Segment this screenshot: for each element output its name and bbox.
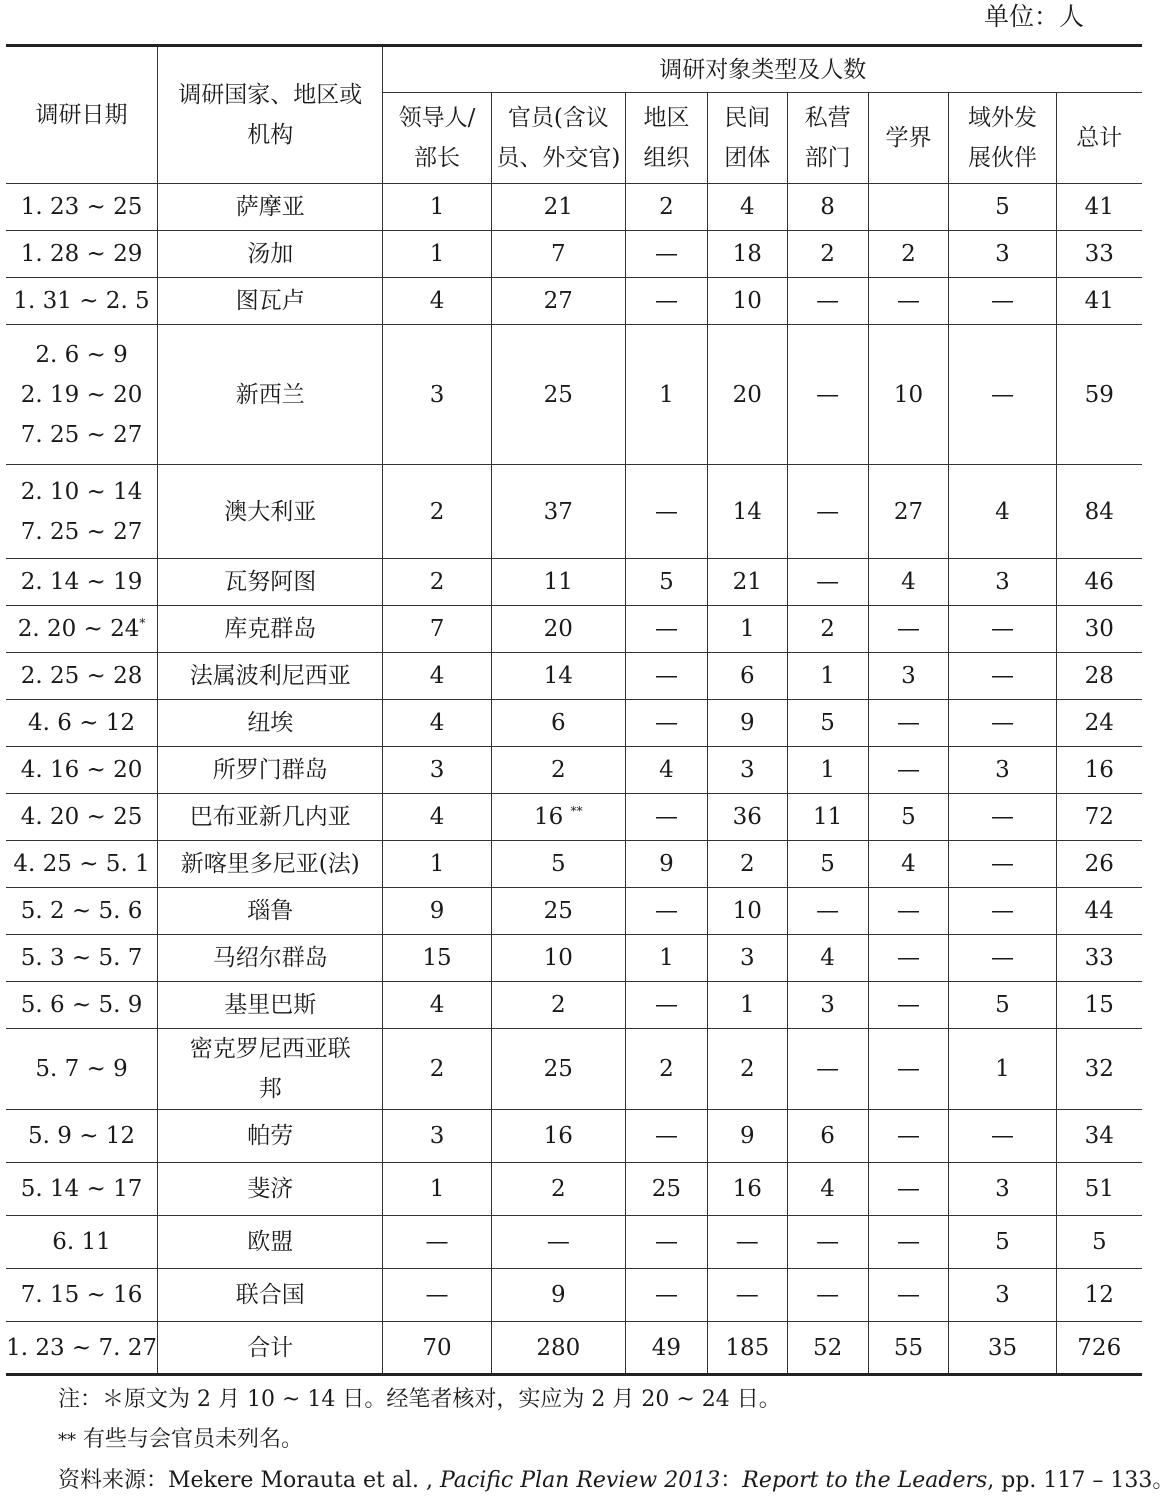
cell-total: 46 [1056,559,1142,606]
source-label: 资料来源： [58,1468,169,1493]
unit-label: 单位：人 [983,2,1084,31]
cell-date: 1. 23 ~ 7. 27 [6,1322,158,1375]
cell-place: 密克罗尼西亚联 邦 [158,1029,383,1110]
cell-date: 1. 23 ~ 25 [6,184,158,231]
cell-leaders: 15 [383,935,491,982]
cell-leaders: 2 [383,559,491,606]
cell-academia: — [868,1269,949,1322]
cell-officials: 25 [491,325,625,465]
cell-academia: — [868,888,949,935]
cell-date: 2. 6 ~ 9 2. 19 ~ 20 7. 25 ~ 27 [6,325,158,465]
cell-leaders: 1 [383,184,491,231]
cell-civil-society: — [707,1269,787,1322]
cell-private-sector: — [787,278,868,325]
cell-dev-partners: 3 [949,1163,1056,1216]
cell-officials: 16 [491,1110,625,1163]
table-row [6,278,1142,325]
cell-dev-partners: — [949,606,1056,653]
cell-regional-org: 4 [626,747,708,794]
cell-regional-org: 2 [626,1029,708,1110]
cell-officials: 2 [491,747,625,794]
cell-dev-partners: — [949,794,1056,841]
cell-dev-partners: 1 [949,1029,1056,1110]
cell-total: 59 [1056,325,1142,465]
cell-private-sector: 3 [787,982,868,1029]
cell-regional-org: — [626,653,708,700]
cell-academia: — [868,1110,949,1163]
cell-private-sector: 2 [787,606,868,653]
cell-total: 32 [1056,1029,1142,1110]
cell-dev-partners: — [949,935,1056,982]
cell-place: 新喀里多尼亚(法) [158,841,383,888]
table-row [6,841,1142,888]
table-row [6,982,1142,1029]
cell-academia: 4 [868,841,949,888]
cell-date: 2. 20 ~ 24* [6,606,158,653]
table-row [6,1269,1142,1322]
cell-leaders: 4 [383,700,491,747]
cell-dev-partners: — [949,325,1056,465]
cell-civil-society: 2 [707,1029,787,1110]
cell-private-sector: — [787,1029,868,1110]
note-2-mark: ** [58,1430,76,1451]
cell-date: 5. 9 ~ 12 [6,1110,158,1163]
cell-officials: 2 [491,1163,625,1216]
cell-regional-org: — [626,1216,708,1269]
cell-place: 纽埃 [158,700,383,747]
cell-academia: 4 [868,559,949,606]
table-row [6,1322,1142,1375]
official-footnote-mark: ** [570,804,583,818]
cell-civil-society: 3 [707,747,787,794]
cell-regional-org: — [626,465,708,559]
source-note [58,1461,1174,1501]
cell-date: 2. 25 ~ 28 [6,653,158,700]
cell-total: 24 [1056,700,1142,747]
cell-leaders: 3 [383,747,491,794]
cell-leaders: 9 [383,888,491,935]
cell-regional-org: 25 [626,1163,708,1216]
table-row [6,184,1142,231]
cell-academia: — [868,747,949,794]
cell-date: 4. 20 ~ 25 [6,794,158,841]
cell-date: 5. 14 ~ 17 [6,1163,158,1216]
cell-officials: — [491,1216,625,1269]
cell-officials: 6 [491,700,625,747]
cell-place: 欧盟 [158,1216,383,1269]
cell-date: 5. 7 ~ 9 [6,1029,158,1110]
cell-total: 33 [1056,935,1142,982]
header-officials: 官员(含议 员、外交官) [491,93,625,184]
note-1: 注：＊原文为 2 月 10 ~ 14 日。经笔者核对，实应为 2 月 20 ~ 24 日。 [58,1387,781,1412]
note-2-text: 有些与会官员未列名。 [83,1427,304,1452]
cell-academia: 3 [868,653,949,700]
cell-regional-org: 49 [626,1322,708,1375]
table-row [6,888,1142,935]
cell-officials: 37 [491,465,625,559]
cell-regional-org: 1 [626,935,708,982]
cell-place: 所罗门群岛 [158,747,383,794]
table-row [6,606,1142,653]
cell-academia: 55 [868,1322,949,1375]
cell-leaders: 1 [383,1163,491,1216]
cell-academia [868,184,949,231]
cell-leaders: 4 [383,794,491,841]
cell-regional-org: — [626,982,708,1029]
table-row [6,1163,1142,1216]
cell-regional-org: 1 [626,325,708,465]
cell-civil-society: 6 [707,653,787,700]
cell-total: 51 [1056,1163,1142,1216]
cell-academia: — [868,1163,949,1216]
cell-regional-org: 2 [626,184,708,231]
cell-place: 帕劳 [158,1110,383,1163]
table-row [6,653,1142,700]
cell-place: 法属波利尼西亚 [158,653,383,700]
cell-dev-partners: 3 [949,747,1056,794]
cell-academia: — [868,700,949,747]
cell-leaders: 3 [383,325,491,465]
cell-total: 44 [1056,888,1142,935]
cell-leaders: 4 [383,653,491,700]
cell-date: 6. 11 [6,1216,158,1269]
cell-total: 30 [1056,606,1142,653]
cell-civil-society: 3 [707,935,787,982]
table-row [6,559,1142,606]
cell-place: 基里巴斯 [158,982,383,1029]
cell-officials: 280 [491,1322,625,1375]
cell-regional-org: — [626,1110,708,1163]
cell-academia: 27 [868,465,949,559]
header-regional-org: 地区 组织 [626,93,708,184]
cell-dev-partners: — [949,888,1056,935]
cell-leaders: 1 [383,841,491,888]
cell-officials: 21 [491,184,625,231]
cell-civil-society: 1 [707,606,787,653]
cell-total: 26 [1056,841,1142,888]
cell-private-sector: 1 [787,747,868,794]
cell-place: 瓦努阿图 [158,559,383,606]
cell-officials: 25 [491,888,625,935]
cell-officials: 2 [491,982,625,1029]
cell-place: 巴布亚新几内亚 [158,794,383,841]
note-2 [58,1420,1138,1461]
cell-dev-partners: 5 [949,184,1056,231]
cell-date: 5. 2 ~ 5. 6 [6,888,158,935]
cell-regional-org: — [626,606,708,653]
cell-total: 33 [1056,231,1142,278]
cell-leaders: — [383,1269,491,1322]
cell-private-sector: — [787,465,868,559]
cell-place: 斐济 [158,1163,383,1216]
cell-civil-society: 21 [707,559,787,606]
cell-date: 2. 10 ~ 14 7. 25 ~ 27 [6,465,158,559]
cell-academia: — [868,935,949,982]
cell-private-sector: — [787,559,868,606]
source-pages: , pp. 117 – 133。 [987,1468,1174,1493]
cell-total: 12 [1056,1269,1142,1322]
source-subtitle: Report to the Leaders [742,1468,988,1493]
cell-leaders: 1 [383,231,491,278]
cell-private-sector: 5 [787,700,868,747]
cell-leaders: 7 [383,606,491,653]
cell-officials: 7 [491,231,625,278]
cell-place: 合计 [158,1322,383,1375]
table-row [6,747,1142,794]
cell-dev-partners: — [949,841,1056,888]
cell-leaders: 4 [383,278,491,325]
cell-officials: 9 [491,1269,625,1322]
cell-officials: 27 [491,278,625,325]
cell-total: 15 [1056,982,1142,1029]
cell-dev-partners: — [949,278,1056,325]
cell-private-sector: 5 [787,841,868,888]
cell-civil-society: 2 [707,841,787,888]
cell-date: 2. 14 ~ 19 [6,559,158,606]
cell-civil-society: 9 [707,1110,787,1163]
cell-civil-society: 10 [707,888,787,935]
cell-leaders: 2 [383,1029,491,1110]
header-academia: 学界 [868,93,949,184]
cell-academia: 5 [868,794,949,841]
cell-private-sector: 11 [787,794,868,841]
header-leaders: 领导人/ 部长 [383,93,491,184]
cell-dev-partners: — [949,1110,1056,1163]
cell-regional-org: — [626,231,708,278]
cell-date: 1. 31 ~ 2. 5 [6,278,158,325]
cell-officials: 11 [491,559,625,606]
cell-place: 图瓦卢 [158,278,383,325]
cell-dev-partners: 35 [949,1322,1056,1375]
cell-civil-society: 185 [707,1322,787,1375]
header-date: 调研日期 [6,46,158,184]
cell-date: 7. 15 ~ 16 [6,1269,158,1322]
cell-date: 5. 6 ~ 5. 9 [6,982,158,1029]
cell-regional-org: 5 [626,559,708,606]
cell-place: 澳大利亚 [158,465,383,559]
cell-total: 34 [1056,1110,1142,1163]
cell-officials: 20 [491,606,625,653]
cell-academia: 2 [868,231,949,278]
cell-academia: — [868,1216,949,1269]
cell-date: 4. 25 ~ 5. 1 [6,841,158,888]
cell-civil-society: 18 [707,231,787,278]
cell-civil-society: 10 [707,278,787,325]
cell-private-sector: 1 [787,653,868,700]
header-dev-partners: 域外发 展伙伴 [949,93,1056,184]
cell-leaders: 70 [383,1322,491,1375]
cell-place: 新西兰 [158,325,383,465]
cell-dev-partners: 3 [949,1269,1056,1322]
cell-total: 28 [1056,653,1142,700]
cell-academia: — [868,606,949,653]
cell-dev-partners: 5 [949,1216,1056,1269]
table-row [6,794,1142,841]
cell-total: 72 [1056,794,1142,841]
table-row [6,465,1142,559]
header-civil-society: 民间 团体 [707,93,787,184]
cell-academia: — [868,982,949,1029]
date-footnote-mark: * [139,616,146,630]
cell-private-sector: — [787,1269,868,1322]
cell-regional-org: — [626,1269,708,1322]
table-row [6,935,1142,982]
source-separator: ： [720,1468,743,1493]
cell-civil-society: 9 [707,700,787,747]
cell-officials: 10 [491,935,625,982]
cell-leaders: 4 [383,982,491,1029]
cell-place: 汤加 [158,231,383,278]
cell-total: 726 [1056,1322,1142,1375]
cell-date: 4. 6 ~ 12 [6,700,158,747]
cell-officials: 25 [491,1029,625,1110]
cell-place: 瑙鲁 [158,888,383,935]
cell-total: 41 [1056,184,1142,231]
cell-dev-partners: 4 [949,465,1056,559]
cell-leaders: — [383,1216,491,1269]
header-total: 总计 [1056,93,1142,184]
cell-total: 41 [1056,278,1142,325]
cell-place: 联合国 [158,1269,383,1322]
cell-total: 5 [1056,1216,1142,1269]
cell-dev-partners: — [949,653,1056,700]
cell-private-sector: 52 [787,1322,868,1375]
table-row [6,700,1142,747]
cell-private-sector: — [787,325,868,465]
cell-officials: 5 [491,841,625,888]
cell-civil-society: 4 [707,184,787,231]
cell-place: 萨摩亚 [158,184,383,231]
cell-civil-society: 36 [707,794,787,841]
cell-date: 1. 28 ~ 29 [6,231,158,278]
table-row [6,1216,1142,1269]
cell-academia: — [868,278,949,325]
table-row [6,1029,1142,1110]
cell-private-sector: 2 [787,231,868,278]
cell-private-sector: 6 [787,1110,868,1163]
cell-place: 库克群岛 [158,606,383,653]
cell-civil-society: 1 [707,982,787,1029]
notes [58,1380,1174,1501]
cell-dev-partners: 5 [949,982,1056,1029]
cell-regional-org: — [626,278,708,325]
table-row [6,231,1142,278]
cell-regional-org: 9 [626,841,708,888]
cell-private-sector: 4 [787,935,868,982]
cell-date: 5. 3 ~ 5. 7 [6,935,158,982]
table-row [6,1110,1142,1163]
header-place: 调研国家、地区或 机构 [158,46,383,184]
cell-private-sector: 8 [787,184,868,231]
cell-private-sector: — [787,888,868,935]
cell-civil-society: 16 [707,1163,787,1216]
cell-leaders: 2 [383,465,491,559]
survey-table [6,44,1142,1376]
header-private-sector: 私营 部门 [787,93,868,184]
source-authors: Mekere Morauta et al. , [168,1468,433,1493]
cell-civil-society: 14 [707,465,787,559]
source-title: Pacific Plan Review 2013 [439,1468,721,1493]
cell-regional-org: — [626,700,708,747]
cell-dev-partners: 3 [949,559,1056,606]
cell-academia: 10 [868,325,949,465]
cell-dev-partners: — [949,700,1056,747]
cell-regional-org: — [626,794,708,841]
cell-private-sector: — [787,1216,868,1269]
cell-officials: 16 ** [491,794,625,841]
table-row [6,325,1142,465]
cell-private-sector: 4 [787,1163,868,1216]
cell-total: 84 [1056,465,1142,559]
header-group: 调研对象类型及人数 [383,46,1142,93]
cell-civil-society: 20 [707,325,787,465]
cell-officials: 14 [491,653,625,700]
cell-total: 16 [1056,747,1142,794]
cell-civil-society: — [707,1216,787,1269]
cell-dev-partners: 3 [949,231,1056,278]
cell-leaders: 3 [383,1110,491,1163]
cell-place: 马绍尔群岛 [158,935,383,982]
cell-regional-org: — [626,888,708,935]
cell-academia: — [868,1029,949,1110]
cell-date: 4. 16 ~ 20 [6,747,158,794]
